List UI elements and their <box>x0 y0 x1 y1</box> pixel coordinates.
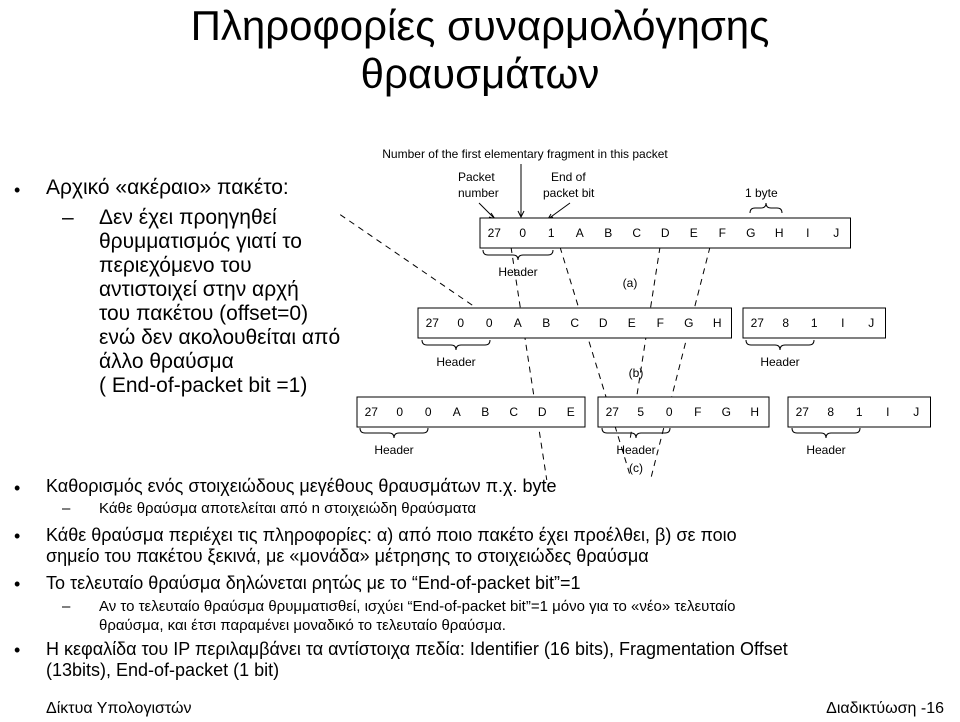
cell-value: B <box>604 226 613 240</box>
cell-value: C <box>632 226 642 240</box>
cell-value: 0 <box>485 316 493 330</box>
bullet-4-text: Το τελευταίο θραύσμα δηλώνεται ρητώς με το “End-of-packet bit”=1 <box>46 573 581 593</box>
end-bit-arrow <box>548 203 570 219</box>
cell-value: 0 <box>424 405 432 419</box>
cell-value: D <box>537 405 547 419</box>
fragmentation-diagram <box>340 140 950 480</box>
left-sub-line: αντιστοιχεί στην αρχή <box>99 278 299 301</box>
dash-marker: – <box>62 598 71 615</box>
bullet-5-line1: Αν το τελευταίο θραύσμα θρυμματισθεί, ισχύει “End-of-packet bit”=1 μόνο για το «νέο» τελευταίο <box>99 598 736 615</box>
cell-value: 5 <box>637 405 645 419</box>
left-sub-line: ( End-of-packet bit =1) <box>99 374 308 397</box>
caption-b: (b) <box>628 366 644 380</box>
cell-value: E <box>627 316 636 330</box>
cell-value: F <box>718 226 726 240</box>
cell-value: 27 <box>364 405 378 419</box>
row-a-header-brace <box>483 250 553 260</box>
left-sub-line: Δεν έχει προηγηθεί <box>99 206 277 229</box>
caption-a: (a) <box>622 276 638 290</box>
cell-value: I <box>886 405 890 419</box>
cell-value: 8 <box>782 316 790 330</box>
row-c-header-2-brace <box>602 428 670 438</box>
caption-c: (c) <box>629 461 643 475</box>
cell-value: F <box>656 316 664 330</box>
cell-value: G <box>684 316 694 330</box>
row-b-header-1-label: Header <box>436 355 476 369</box>
dash-marker: – <box>62 500 71 517</box>
row-b-fragment-2 <box>743 308 886 338</box>
slide-title-line2: θραυσμάτων <box>360 50 600 97</box>
bullet-3-line2: σημείο του πακέτου ξεκινά, με «μονάδα» μέτρησης το στοιχειώδες θραύσμα <box>46 546 649 566</box>
left-sub-line: ενώ δεν ακολουθείται από <box>99 326 341 349</box>
slide-title <box>0 2 960 98</box>
cell-value: 1 <box>547 226 555 240</box>
cell-value: E <box>689 226 698 240</box>
cell-value: B <box>481 405 490 419</box>
bullet-6-line1: Η κεφαλίδα του IP περιλαμβάνει τα αντίστοιχα πεδία: Identifier (16 bits), Fragmentation Offset <box>46 639 788 659</box>
footer-right: Διαδικτύωση -16 <box>826 700 944 717</box>
one-byte-label: 1 byte <box>745 186 778 200</box>
footer-left: Δίκτυα Υπολογιστών <box>46 700 192 717</box>
cell-value: A <box>452 405 461 419</box>
bullet-3-line1: Κάθε θραύσμα περιέχει τις πληροφορίες: α) από ποιο πακέτο έχει προέλθει, β) σε ποιο <box>46 525 737 545</box>
row-c-fragment-1 <box>357 397 585 427</box>
cell-value: H <box>712 316 722 330</box>
cell-value: H <box>774 226 784 240</box>
cell-value: 27 <box>795 405 809 419</box>
cell-value: 0 <box>519 226 527 240</box>
row-c-header-1-brace <box>360 428 428 438</box>
row-c-header-3-brace <box>792 428 860 438</box>
left-sub-text <box>99 206 340 398</box>
cell-value: A <box>575 226 584 240</box>
row-c-header-1-label: Header <box>374 443 414 457</box>
cell-value: C <box>570 316 580 330</box>
bullet-5-line2: θραύσμα, και έτσι παραμένει μοναδικό το τελευταίο θραύσμα. <box>99 617 506 634</box>
cell-value: 27 <box>425 316 439 330</box>
packet-number-label-1: Packet <box>458 170 495 184</box>
byte-brace <box>750 203 782 213</box>
cell-value: 0 <box>457 316 465 330</box>
row-c-fragment-2 <box>598 397 769 427</box>
packet-number-label-2: number <box>458 186 499 200</box>
cell-value: E <box>566 405 575 419</box>
end-packet-label-2: packet bit <box>543 186 595 200</box>
row-c-fragment-3 <box>788 397 931 427</box>
end-packet-label-1: End of <box>551 170 586 184</box>
bullet-marker: • <box>14 574 21 594</box>
bullet-marker: • <box>14 478 21 498</box>
cell-value: 0 <box>396 405 404 419</box>
bullet-6-line2: (13bits), End-of-packet (1 bit) <box>46 660 280 680</box>
cell-value: G <box>746 226 756 240</box>
left-sub-line: περιεχόμενο του <box>99 254 252 277</box>
cell-value: 27 <box>605 405 619 419</box>
bullet-marker: • <box>14 180 21 200</box>
row-a-fragment <box>480 218 851 248</box>
left-sub-line: του πακέτου (offset=0) <box>99 302 309 325</box>
bullet-marker: • <box>14 526 21 546</box>
cell-value: J <box>833 226 840 240</box>
cell-value: 1 <box>855 405 863 419</box>
cell-value: C <box>509 405 519 419</box>
dash-marker: – <box>62 206 74 229</box>
row-c-header-3-label: Header <box>806 443 846 457</box>
cell-value: H <box>750 405 760 419</box>
bullet-2-text: Κάθε θραύσμα αποτελείται από n στοιχειώδη θραύσματα <box>99 500 476 517</box>
row-c-header-2-label: Header <box>616 443 656 457</box>
row-b-header-1-brace <box>422 340 490 350</box>
cell-value: G <box>721 405 731 419</box>
cells-layer <box>357 218 931 457</box>
first-fragment-label: Number of the first elementary fragment in this packet <box>382 147 668 161</box>
cell-value: J <box>868 316 875 330</box>
bullet-1-text: Καθορισμός ενός στοιχειώδους μεγέθους θραυσμάτων π.χ. byte <box>46 476 557 496</box>
left-sub-line: άλλο θραύσμα <box>99 350 234 373</box>
cell-value: A <box>513 316 522 330</box>
cell-value: 8 <box>827 405 835 419</box>
cell-value: I <box>841 316 845 330</box>
cell-value: D <box>598 316 608 330</box>
slide-title-line1: Πληροφορίες συναρμολόγησης <box>190 2 770 49</box>
cell-value: 1 <box>810 316 818 330</box>
row-b-header-2-label: Header <box>760 355 800 369</box>
cell-value: 27 <box>750 316 764 330</box>
cell-value: F <box>694 405 702 419</box>
left-sub-line: θρυμματισμός γιατί το <box>99 230 302 253</box>
row-a-header-label: Header <box>498 265 538 279</box>
cell-value: J <box>913 405 920 419</box>
bullet-marker: • <box>14 640 21 660</box>
row-b-header-2-brace <box>746 340 814 350</box>
cell-value: I <box>806 226 810 240</box>
cell-value: 0 <box>665 405 673 419</box>
row-b-fragment-1 <box>418 308 732 338</box>
packet-number-arrow <box>479 203 495 219</box>
cell-value: B <box>542 316 551 330</box>
left-bullet-text: Αρχικό «ακέραιο» πακέτο: <box>46 176 289 199</box>
cell-value: D <box>660 226 670 240</box>
cell-value: 27 <box>487 226 501 240</box>
